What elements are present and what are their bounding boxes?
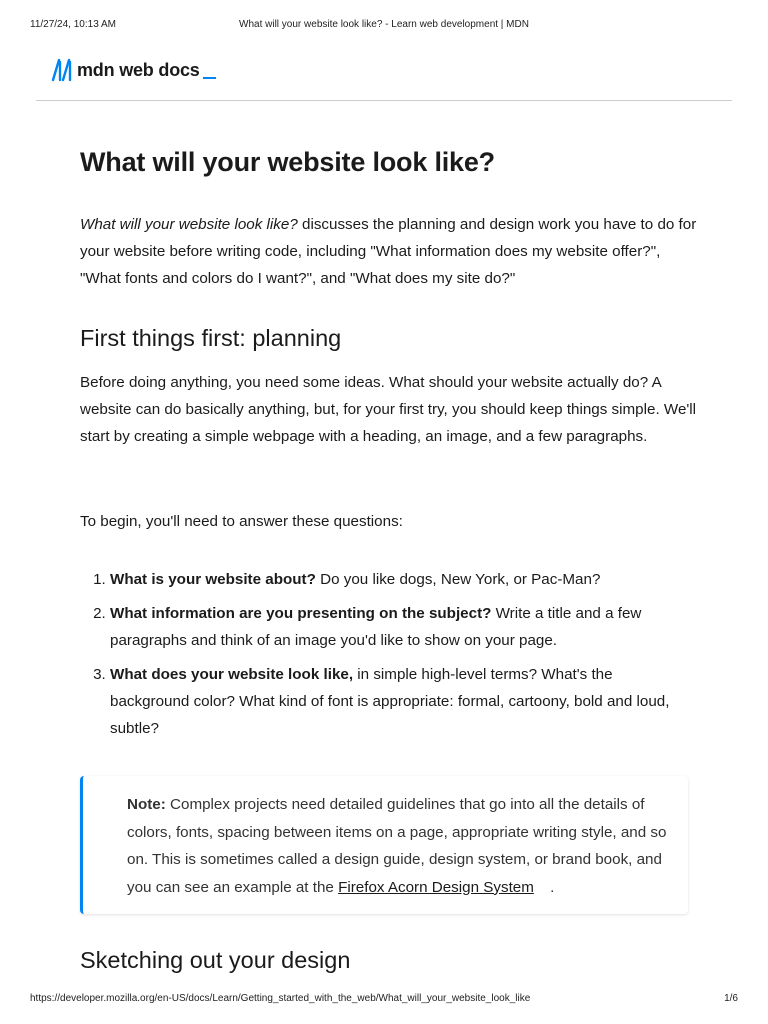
- intro-paragraph: [80, 211, 700, 292]
- questions-list: [80, 566, 690, 749]
- note-end: .: [550, 878, 555, 896]
- paragraph-before-doing: Before doing anything, you need some ideas. What should your website actually do? A website can do basically anything, but, for your first try, you should keep things simple. We'll start by creating a simple webpage with a heading, an image, and a few paragraphs.: [80, 374, 697, 445]
- paragraph-to-begin: To begin, you'll need to answer these questions:: [80, 513, 403, 530]
- print-footer: [0, 993, 768, 1007]
- heading-planning[interactable]: First things first: planning: [80, 325, 342, 351]
- question-bold: What information are you presenting on the subject?: [110, 605, 492, 622]
- print-title: What will your website look like? - Learn web development | MDN: [239, 19, 529, 30]
- list-item: [110, 661, 690, 742]
- mdn-logo[interactable]: [51, 58, 216, 82]
- print-page-number: 1/6: [724, 993, 738, 1004]
- print-datetime: 11/27/24, 10:13 AM: [30, 19, 116, 30]
- article-content: [80, 140, 697, 973]
- firefox-acorn-link[interactable]: Firefox Acorn Design System: [338, 878, 534, 896]
- heading-sketching[interactable]: Sketching out your design: [80, 947, 351, 973]
- site-header: [36, 52, 732, 101]
- logo-text: mdn web docs: [77, 59, 200, 80]
- question-bold: What does your website look like,: [110, 666, 354, 683]
- note-body: Complex projects need detailed guidelines that go into all the details of colors, fonts, spacing between items on a page, appropriate writing style, and so on. This is sometimes called a design guide, design system, or brand book, and you can see an example at the: [127, 796, 667, 896]
- question-text: Write a title and a few paragraphs and think of an image you'd like to show on your page.: [110, 605, 642, 649]
- intro-emphasis: What will your website look like?: [80, 216, 298, 233]
- list-item: [110, 600, 690, 654]
- note-callout: [80, 776, 688, 914]
- print-url: https://developer.mozilla.org/en-US/docs/Learn/Getting_started_with_the_web/What_will_your_website_look_like: [30, 993, 531, 1004]
- note-label: Note:: [127, 796, 166, 813]
- list-item: [110, 566, 690, 593]
- mdn-logo-icon: [51, 58, 73, 82]
- logo-cursor: [203, 77, 216, 79]
- note-text: [127, 791, 675, 901]
- print-header: [0, 19, 768, 33]
- question-text: Do you like dogs, New York, or Pac-Man?: [315, 571, 601, 588]
- question-text: in simple high-level terms? What's the background color? What kind of font is appropriate: formal, cartoony, bold and loud, subtle?: [110, 666, 670, 737]
- page-title: What will your website look like?: [80, 147, 495, 177]
- intro-text: discusses the planning and design work you have to do for your website before writing code, including "What information does my website offer?", "What fonts and colors do I want?", and "What does my site do?": [80, 216, 697, 287]
- question-bold: What is your website about?: [110, 571, 316, 588]
